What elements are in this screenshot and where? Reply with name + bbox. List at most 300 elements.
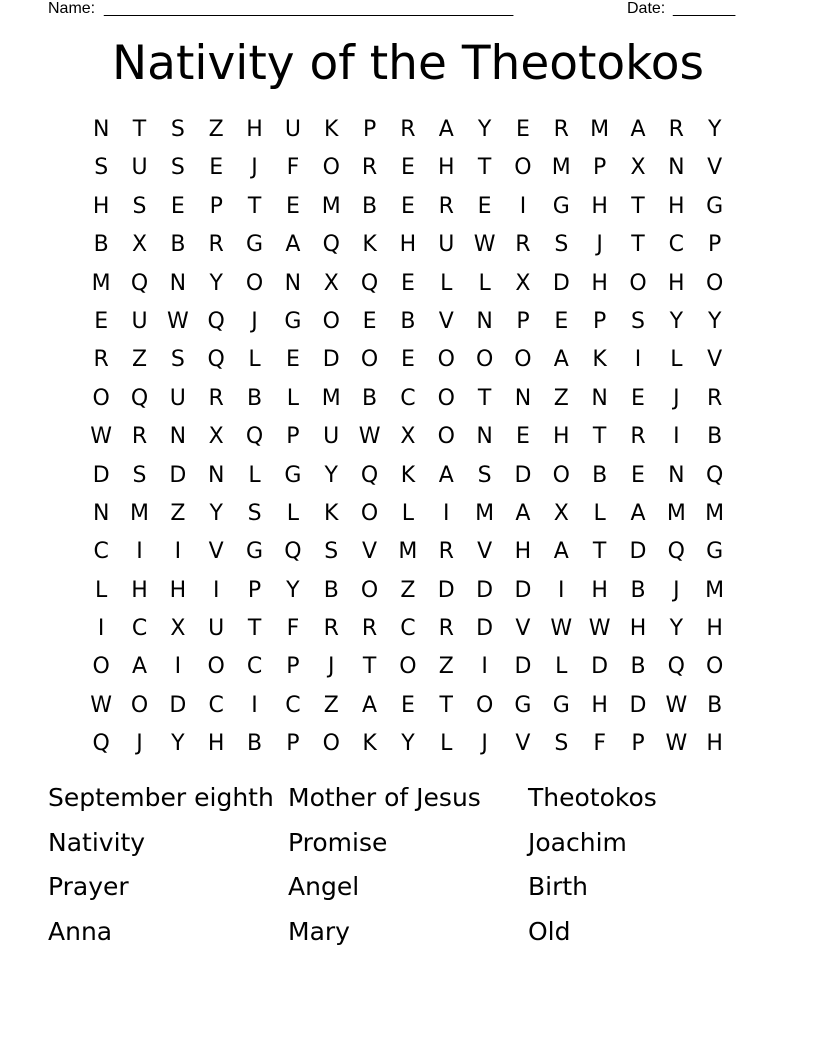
- grid-letter[interactable]: B: [247, 385, 263, 411]
- grid-letter[interactable]: O: [475, 347, 494, 373]
- grid-letter[interactable]: P: [593, 155, 607, 181]
- grid-letter[interactable]: B: [400, 308, 416, 334]
- grid-letter[interactable]: P: [362, 117, 377, 142]
- grid-letter[interactable]: B: [323, 577, 339, 603]
- grid-letter[interactable]: R: [93, 347, 109, 373]
- grid-letter[interactable]: A: [553, 539, 569, 565]
- grid-letter[interactable]: E: [285, 193, 300, 219]
- date-blank[interactable]: _______: [673, 0, 736, 17]
- grid-letter[interactable]: H: [437, 155, 455, 181]
- grid-letter[interactable]: J: [251, 155, 258, 181]
- grid-letter[interactable]: A: [630, 117, 646, 142]
- grid-letter[interactable]: Q: [360, 462, 379, 488]
- grid-letter[interactable]: C: [285, 692, 301, 718]
- grid-letter[interactable]: I: [136, 539, 143, 565]
- grid-row: [82, 380, 734, 418]
- grid-letter[interactable]: E: [400, 155, 415, 181]
- grid-letter[interactable]: H: [629, 616, 647, 642]
- word-list-item: Promise: [288, 827, 388, 857]
- grid-letter[interactable]: E: [400, 193, 415, 219]
- grid-letter[interactable]: D: [552, 270, 570, 296]
- grid-letter[interactable]: G: [246, 232, 264, 258]
- grid-letter[interactable]: N: [207, 462, 225, 488]
- grid-letter[interactable]: L: [286, 385, 300, 411]
- grid-letter[interactable]: I: [97, 616, 105, 642]
- letter-grid: [82, 111, 734, 764]
- grid-letter[interactable]: S: [324, 539, 339, 565]
- grid-letter[interactable]: D: [476, 616, 494, 642]
- grid-letter[interactable]: B: [630, 577, 646, 603]
- grid-letter[interactable]: H: [131, 577, 148, 603]
- grid-letter[interactable]: D: [514, 654, 532, 680]
- grid-letter[interactable]: O: [92, 385, 110, 411]
- grid-letter[interactable]: Z: [208, 117, 224, 142]
- grid-letter[interactable]: P: [516, 308, 530, 334]
- grid-letter[interactable]: F: [593, 731, 606, 757]
- grid-letter[interactable]: B: [247, 731, 263, 757]
- grid-letter[interactable]: L: [401, 500, 415, 526]
- grid-letter[interactable]: D: [92, 462, 110, 488]
- grid-letter[interactable]: C: [400, 385, 416, 411]
- grid-letter[interactable]: D: [476, 577, 494, 603]
- grid-letter[interactable]: S: [94, 155, 109, 181]
- grid-letter[interactable]: I: [174, 539, 182, 565]
- grid-letter[interactable]: D: [437, 577, 455, 603]
- grid-letter[interactable]: N: [476, 308, 493, 334]
- grid-letter[interactable]: E: [285, 347, 300, 373]
- grid-letter[interactable]: U: [208, 616, 225, 642]
- grid-letter[interactable]: O: [552, 462, 570, 488]
- grid-letter[interactable]: H: [399, 232, 417, 258]
- grid-letter[interactable]: Q: [92, 731, 110, 757]
- grid-letter[interactable]: L: [555, 654, 568, 680]
- grid-letter[interactable]: M: [705, 577, 725, 603]
- grid-letter[interactable]: N: [476, 424, 493, 450]
- grid-letter[interactable]: K: [362, 232, 377, 258]
- grid-letter[interactable]: A: [438, 462, 454, 488]
- grid-letter[interactable]: V: [362, 539, 378, 565]
- grid-letter[interactable]: K: [324, 117, 339, 142]
- grid-letter[interactable]: S: [132, 193, 147, 219]
- grid-letter[interactable]: R: [515, 232, 531, 258]
- grid-letter[interactable]: M: [91, 270, 111, 296]
- grid-letter[interactable]: S: [170, 155, 185, 181]
- grid-letter[interactable]: D: [629, 692, 647, 718]
- grid-letter[interactable]: N: [591, 385, 608, 411]
- grid-letter[interactable]: O: [360, 577, 379, 603]
- grid-letter[interactable]: W: [550, 616, 573, 642]
- grid-letter[interactable]: A: [362, 692, 378, 718]
- grid-letter[interactable]: Q: [207, 308, 225, 334]
- grid-letter[interactable]: V: [707, 155, 723, 181]
- grid-letter[interactable]: N: [92, 500, 110, 526]
- grid-letter[interactable]: K: [324, 500, 339, 526]
- grid-letter[interactable]: T: [631, 193, 645, 219]
- grid-letter[interactable]: W: [665, 692, 688, 718]
- grid-letter[interactable]: S: [170, 117, 185, 142]
- grid-letter[interactable]: N: [668, 155, 685, 181]
- grid-letter[interactable]: P: [286, 654, 300, 680]
- grid-letter[interactable]: R: [361, 616, 378, 642]
- grid-letter[interactable]: I: [443, 500, 450, 526]
- grid-letter[interactable]: B: [707, 692, 723, 718]
- grid-letter[interactable]: H: [706, 731, 723, 757]
- grid-letter[interactable]: Y: [171, 731, 185, 757]
- grid-letter[interactable]: H: [591, 577, 608, 603]
- grid-letter[interactable]: H: [591, 193, 608, 219]
- grid-letter[interactable]: V: [515, 616, 531, 642]
- grid-letter[interactable]: W: [358, 424, 381, 450]
- grid-letter[interactable]: G: [706, 193, 724, 219]
- grid-letter[interactable]: X: [323, 270, 339, 296]
- grid-letter[interactable]: Y: [209, 500, 223, 526]
- grid-letter[interactable]: C: [131, 616, 148, 642]
- word-list-item: Anna: [48, 916, 113, 946]
- grid-letter[interactable]: T: [132, 117, 147, 142]
- grid-letter[interactable]: F: [286, 155, 300, 181]
- word-list-item: Joachim: [528, 827, 627, 857]
- grid-letter[interactable]: R: [208, 232, 224, 258]
- grid-letter[interactable]: T: [247, 193, 262, 219]
- grid-letter[interactable]: O: [629, 270, 647, 296]
- grid-letter[interactable]: X: [630, 155, 646, 181]
- grid-letter[interactable]: T: [631, 232, 645, 258]
- grid-letter[interactable]: C: [246, 654, 263, 680]
- grid-letter[interactable]: Y: [286, 577, 300, 603]
- grid-letter[interactable]: K: [592, 347, 607, 373]
- grid-letter[interactable]: Y: [669, 308, 684, 334]
- grid-letter[interactable]: D: [514, 577, 532, 603]
- grid-letter[interactable]: X: [131, 232, 148, 258]
- grid-letter[interactable]: R: [438, 539, 454, 565]
- grid-letter[interactable]: Q: [284, 539, 302, 565]
- grid-letter[interactable]: K: [400, 462, 416, 488]
- grid-letter[interactable]: S: [477, 462, 492, 488]
- grid-letter[interactable]: P: [286, 731, 300, 757]
- grid-letter[interactable]: Y: [324, 462, 338, 488]
- grid-letter[interactable]: P: [286, 424, 300, 450]
- grid-letter[interactable]: Z: [323, 692, 339, 718]
- grid-letter[interactable]: E: [554, 308, 569, 334]
- grid-letter[interactable]: D: [169, 692, 187, 718]
- grid-letter[interactable]: R: [400, 117, 416, 142]
- grid-letter[interactable]: P: [209, 193, 223, 219]
- grid-letter[interactable]: L: [593, 500, 606, 526]
- grid-letter[interactable]: T: [439, 692, 453, 718]
- grid-letter[interactable]: Y: [707, 308, 722, 334]
- grid-letter[interactable]: O: [322, 155, 340, 181]
- grid-letter[interactable]: V: [477, 539, 493, 565]
- grid-letter[interactable]: I: [481, 654, 488, 680]
- grid-letter[interactable]: L: [95, 577, 108, 603]
- grid-letter[interactable]: G: [552, 692, 570, 718]
- grid-letter[interactable]: O: [360, 347, 379, 373]
- grid-letter[interactable]: G: [514, 692, 532, 718]
- grid-letter[interactable]: Q: [706, 462, 724, 488]
- grid-letter[interactable]: C: [668, 232, 685, 258]
- grid-letter[interactable]: E: [631, 385, 645, 411]
- grid-letter[interactable]: W: [473, 232, 496, 258]
- grid-letter[interactable]: H: [92, 193, 110, 219]
- grid-letter[interactable]: I: [174, 654, 182, 680]
- grid-letter[interactable]: B: [93, 232, 109, 258]
- grid-letter[interactable]: E: [362, 308, 377, 334]
- grid-letter[interactable]: W: [588, 616, 611, 642]
- grid-letter[interactable]: O: [207, 654, 225, 680]
- grid-letter[interactable]: Z: [438, 654, 454, 680]
- grid-letter[interactable]: L: [670, 347, 683, 373]
- grid-letter[interactable]: B: [630, 654, 646, 680]
- grid-letter[interactable]: G: [284, 462, 302, 488]
- grid-letter[interactable]: R: [630, 424, 646, 450]
- grid-letter[interactable]: W: [90, 692, 113, 718]
- grid-letter[interactable]: H: [591, 270, 608, 296]
- grid-letter[interactable]: O: [437, 347, 455, 373]
- grid-letter[interactable]: I: [634, 347, 642, 373]
- grid-letter[interactable]: B: [592, 462, 608, 488]
- grid-letter[interactable]: R: [208, 385, 224, 411]
- grid-letter[interactable]: L: [248, 462, 261, 488]
- grid-letter[interactable]: B: [707, 424, 723, 450]
- grid-letter[interactable]: E: [400, 347, 415, 373]
- grid-letter[interactable]: E: [516, 117, 530, 142]
- grid-letter[interactable]: M: [321, 385, 341, 411]
- grid-letter[interactable]: J: [481, 731, 488, 757]
- grid-letter[interactable]: M: [590, 117, 610, 142]
- grid-letter[interactable]: Z: [131, 347, 148, 373]
- grid-letter[interactable]: M: [130, 500, 149, 526]
- grid-letter[interactable]: R: [323, 616, 339, 642]
- grid-letter[interactable]: S: [554, 232, 569, 258]
- grid-letter[interactable]: E: [516, 424, 530, 450]
- grid-letter[interactable]: R: [438, 193, 454, 219]
- grid-letter[interactable]: I: [558, 577, 565, 603]
- grid-letter[interactable]: L: [478, 270, 491, 296]
- grid-letter[interactable]: Q: [130, 385, 149, 411]
- grid-letter[interactable]: W: [665, 731, 688, 757]
- grid-letter[interactable]: Q: [322, 232, 340, 258]
- grid-letter[interactable]: Y: [669, 616, 684, 642]
- grid-letter[interactable]: H: [553, 424, 570, 450]
- grid-letter[interactable]: M: [666, 500, 686, 526]
- grid-letter[interactable]: H: [706, 616, 723, 642]
- grid-letter[interactable]: Y: [477, 117, 492, 142]
- grid-letter[interactable]: O: [245, 270, 264, 296]
- grid-letter[interactable]: X: [553, 500, 569, 526]
- grid-letter[interactable]: A: [285, 232, 301, 258]
- grid-letter[interactable]: S: [170, 347, 185, 373]
- grid-letter[interactable]: O: [437, 385, 455, 411]
- grid-letter[interactable]: S: [132, 462, 147, 488]
- grid-letter[interactable]: J: [136, 731, 143, 757]
- grid-letter[interactable]: F: [286, 616, 300, 642]
- grid-letter[interactable]: O: [322, 308, 340, 334]
- grid-letter[interactable]: R: [707, 385, 723, 411]
- grid-letter[interactable]: N: [668, 462, 685, 488]
- grid-letter[interactable]: T: [477, 385, 492, 411]
- grid-letter[interactable]: U: [169, 385, 186, 411]
- grid-letter[interactable]: T: [362, 654, 377, 680]
- grid-letter[interactable]: N: [514, 385, 532, 411]
- grid-letter[interactable]: M: [551, 155, 571, 181]
- grid-letter[interactable]: R: [438, 616, 454, 642]
- grid-letter[interactable]: E: [170, 193, 185, 219]
- grid-letter[interactable]: E: [400, 692, 415, 718]
- grid-letter[interactable]: D: [322, 347, 340, 373]
- grid-letter[interactable]: S: [631, 308, 645, 334]
- grid-letter[interactable]: V: [707, 347, 723, 373]
- grid-letter[interactable]: A: [131, 654, 148, 680]
- grid-letter[interactable]: O: [475, 692, 494, 718]
- grid-letter[interactable]: R: [361, 155, 378, 181]
- grid-letter[interactable]: X: [515, 270, 531, 296]
- grid-letter[interactable]: S: [554, 731, 569, 757]
- grid-letter[interactable]: B: [362, 193, 378, 219]
- grid-letter[interactable]: O: [437, 424, 455, 450]
- grid-letter[interactable]: V: [438, 308, 454, 334]
- grid-letter[interactable]: Z: [400, 577, 416, 603]
- word-list-item: Prayer: [48, 872, 129, 902]
- grid-letter[interactable]: O: [322, 731, 340, 757]
- grid-letter[interactable]: E: [400, 270, 415, 296]
- grid-letter[interactable]: O: [514, 347, 532, 373]
- grid-letter[interactable]: A: [630, 500, 646, 526]
- grid-letter[interactable]: D: [169, 462, 187, 488]
- grid-letter[interactable]: Y: [707, 117, 722, 142]
- grid-letter[interactable]: W: [166, 308, 189, 334]
- grid-letter[interactable]: B: [362, 385, 378, 411]
- grid-letter[interactable]: Z: [553, 385, 569, 411]
- grid-letter[interactable]: H: [246, 117, 263, 142]
- grid-letter[interactable]: I: [673, 424, 680, 450]
- grid-letter[interactable]: I: [251, 692, 258, 718]
- grid-letter[interactable]: G: [552, 193, 570, 219]
- grid-letter[interactable]: T: [592, 539, 607, 565]
- grid-letter[interactable]: Z: [170, 500, 186, 526]
- grid-letter[interactable]: U: [131, 308, 148, 334]
- grid-letter[interactable]: P: [708, 232, 722, 258]
- name-blank[interactable]: ______________________________________________: [104, 0, 514, 17]
- grid-letter[interactable]: U: [131, 155, 148, 181]
- grid-letter[interactable]: S: [247, 500, 262, 526]
- grid-row: [82, 303, 734, 341]
- grid-letter[interactable]: K: [362, 731, 377, 757]
- grid-letter[interactable]: Q: [667, 654, 685, 680]
- grid-letter[interactable]: L: [248, 347, 261, 373]
- grid-letter[interactable]: O: [130, 692, 149, 718]
- grid-letter[interactable]: Q: [130, 270, 149, 296]
- grid-letter[interactable]: Q: [360, 270, 379, 296]
- grid-letter[interactable]: J: [251, 308, 258, 334]
- grid-letter[interactable]: R: [668, 117, 684, 142]
- grid-letter[interactable]: P: [631, 731, 645, 757]
- grid-letter[interactable]: E: [631, 462, 645, 488]
- grid-letter[interactable]: C: [93, 539, 109, 565]
- grid-letter[interactable]: G: [284, 308, 302, 334]
- grid-letter[interactable]: J: [596, 232, 603, 258]
- grid-letter[interactable]: T: [247, 616, 262, 642]
- grid-letter[interactable]: H: [169, 577, 187, 603]
- grid-letter[interactable]: E: [94, 308, 109, 334]
- grid-letter[interactable]: T: [477, 155, 492, 181]
- grid-letter[interactable]: C: [208, 692, 224, 718]
- grid-letter[interactable]: Y: [401, 731, 415, 757]
- grid-letter[interactable]: M: [475, 500, 495, 526]
- grid-letter[interactable]: N: [169, 424, 187, 450]
- grid-letter[interactable]: M: [321, 193, 341, 219]
- grid-letter[interactable]: L: [440, 270, 453, 296]
- grid-letter[interactable]: G: [246, 539, 264, 565]
- grid-letter[interactable]: H: [207, 731, 225, 757]
- grid-letter[interactable]: D: [514, 462, 532, 488]
- grid-letter[interactable]: J: [673, 385, 680, 411]
- grid-letter[interactable]: X: [208, 424, 224, 450]
- grid-letter[interactable]: X: [170, 616, 186, 642]
- grid-letter[interactable]: V: [515, 731, 531, 757]
- grid-letter[interactable]: O: [399, 654, 417, 680]
- grid-letter[interactable]: Q: [667, 539, 685, 565]
- grid-letter[interactable]: X: [400, 424, 416, 450]
- grid-letter[interactable]: R: [131, 424, 148, 450]
- grid-letter[interactable]: H: [591, 692, 608, 718]
- grid-letter[interactable]: M: [705, 500, 725, 526]
- grid-letter[interactable]: B: [170, 232, 186, 258]
- grid-letter[interactable]: I: [519, 193, 527, 219]
- grid-letter[interactable]: A: [438, 117, 454, 142]
- grid-letter[interactable]: A: [515, 500, 531, 526]
- grid-letter[interactable]: W: [90, 424, 113, 450]
- grid-letter[interactable]: E: [209, 155, 224, 181]
- grid-letter[interactable]: H: [668, 193, 685, 219]
- grid-letter[interactable]: T: [592, 424, 607, 450]
- grid-letter[interactable]: O: [92, 654, 110, 680]
- grid-letter[interactable]: D: [629, 539, 647, 565]
- grid-letter[interactable]: Q: [245, 424, 264, 450]
- grid-letter[interactable]: H: [668, 270, 685, 296]
- grid-letter[interactable]: O: [514, 155, 532, 181]
- grid-letter[interactable]: G: [706, 539, 724, 565]
- grid-letter[interactable]: M: [398, 539, 418, 565]
- grid-letter[interactable]: N: [92, 117, 110, 142]
- grid-letter[interactable]: P: [247, 577, 262, 603]
- grid-letter[interactable]: N: [284, 270, 302, 296]
- grid-letter[interactable]: N: [169, 270, 187, 296]
- grid-letter[interactable]: O: [360, 500, 379, 526]
- grid-letter[interactable]: A: [553, 347, 569, 373]
- grid-letter[interactable]: P: [593, 308, 607, 334]
- grid-letter[interactable]: L: [286, 500, 300, 526]
- grid-letter[interactable]: O: [706, 654, 724, 680]
- grid-letter[interactable]: Y: [209, 270, 223, 296]
- grid-letter[interactable]: J: [673, 577, 680, 603]
- grid-letter[interactable]: R: [553, 117, 569, 142]
- grid-letter[interactable]: Q: [207, 347, 225, 373]
- grid-letter[interactable]: O: [706, 270, 724, 296]
- grid-letter[interactable]: J: [327, 654, 335, 680]
- word-list-item: Mary: [288, 916, 350, 946]
- grid-letter[interactable]: U: [438, 232, 455, 258]
- grid-letter[interactable]: U: [284, 117, 301, 142]
- grid-letter[interactable]: L: [440, 731, 453, 757]
- grid-letter[interactable]: U: [323, 424, 340, 450]
- grid-letter[interactable]: V: [208, 539, 224, 565]
- grid-letter[interactable]: D: [591, 654, 609, 680]
- grid-letter[interactable]: C: [400, 616, 416, 642]
- grid-letter[interactable]: E: [477, 193, 492, 219]
- word-list-item: Birth: [528, 872, 589, 902]
- grid-letter[interactable]: H: [514, 539, 532, 565]
- grid-letter[interactable]: I: [212, 577, 220, 603]
